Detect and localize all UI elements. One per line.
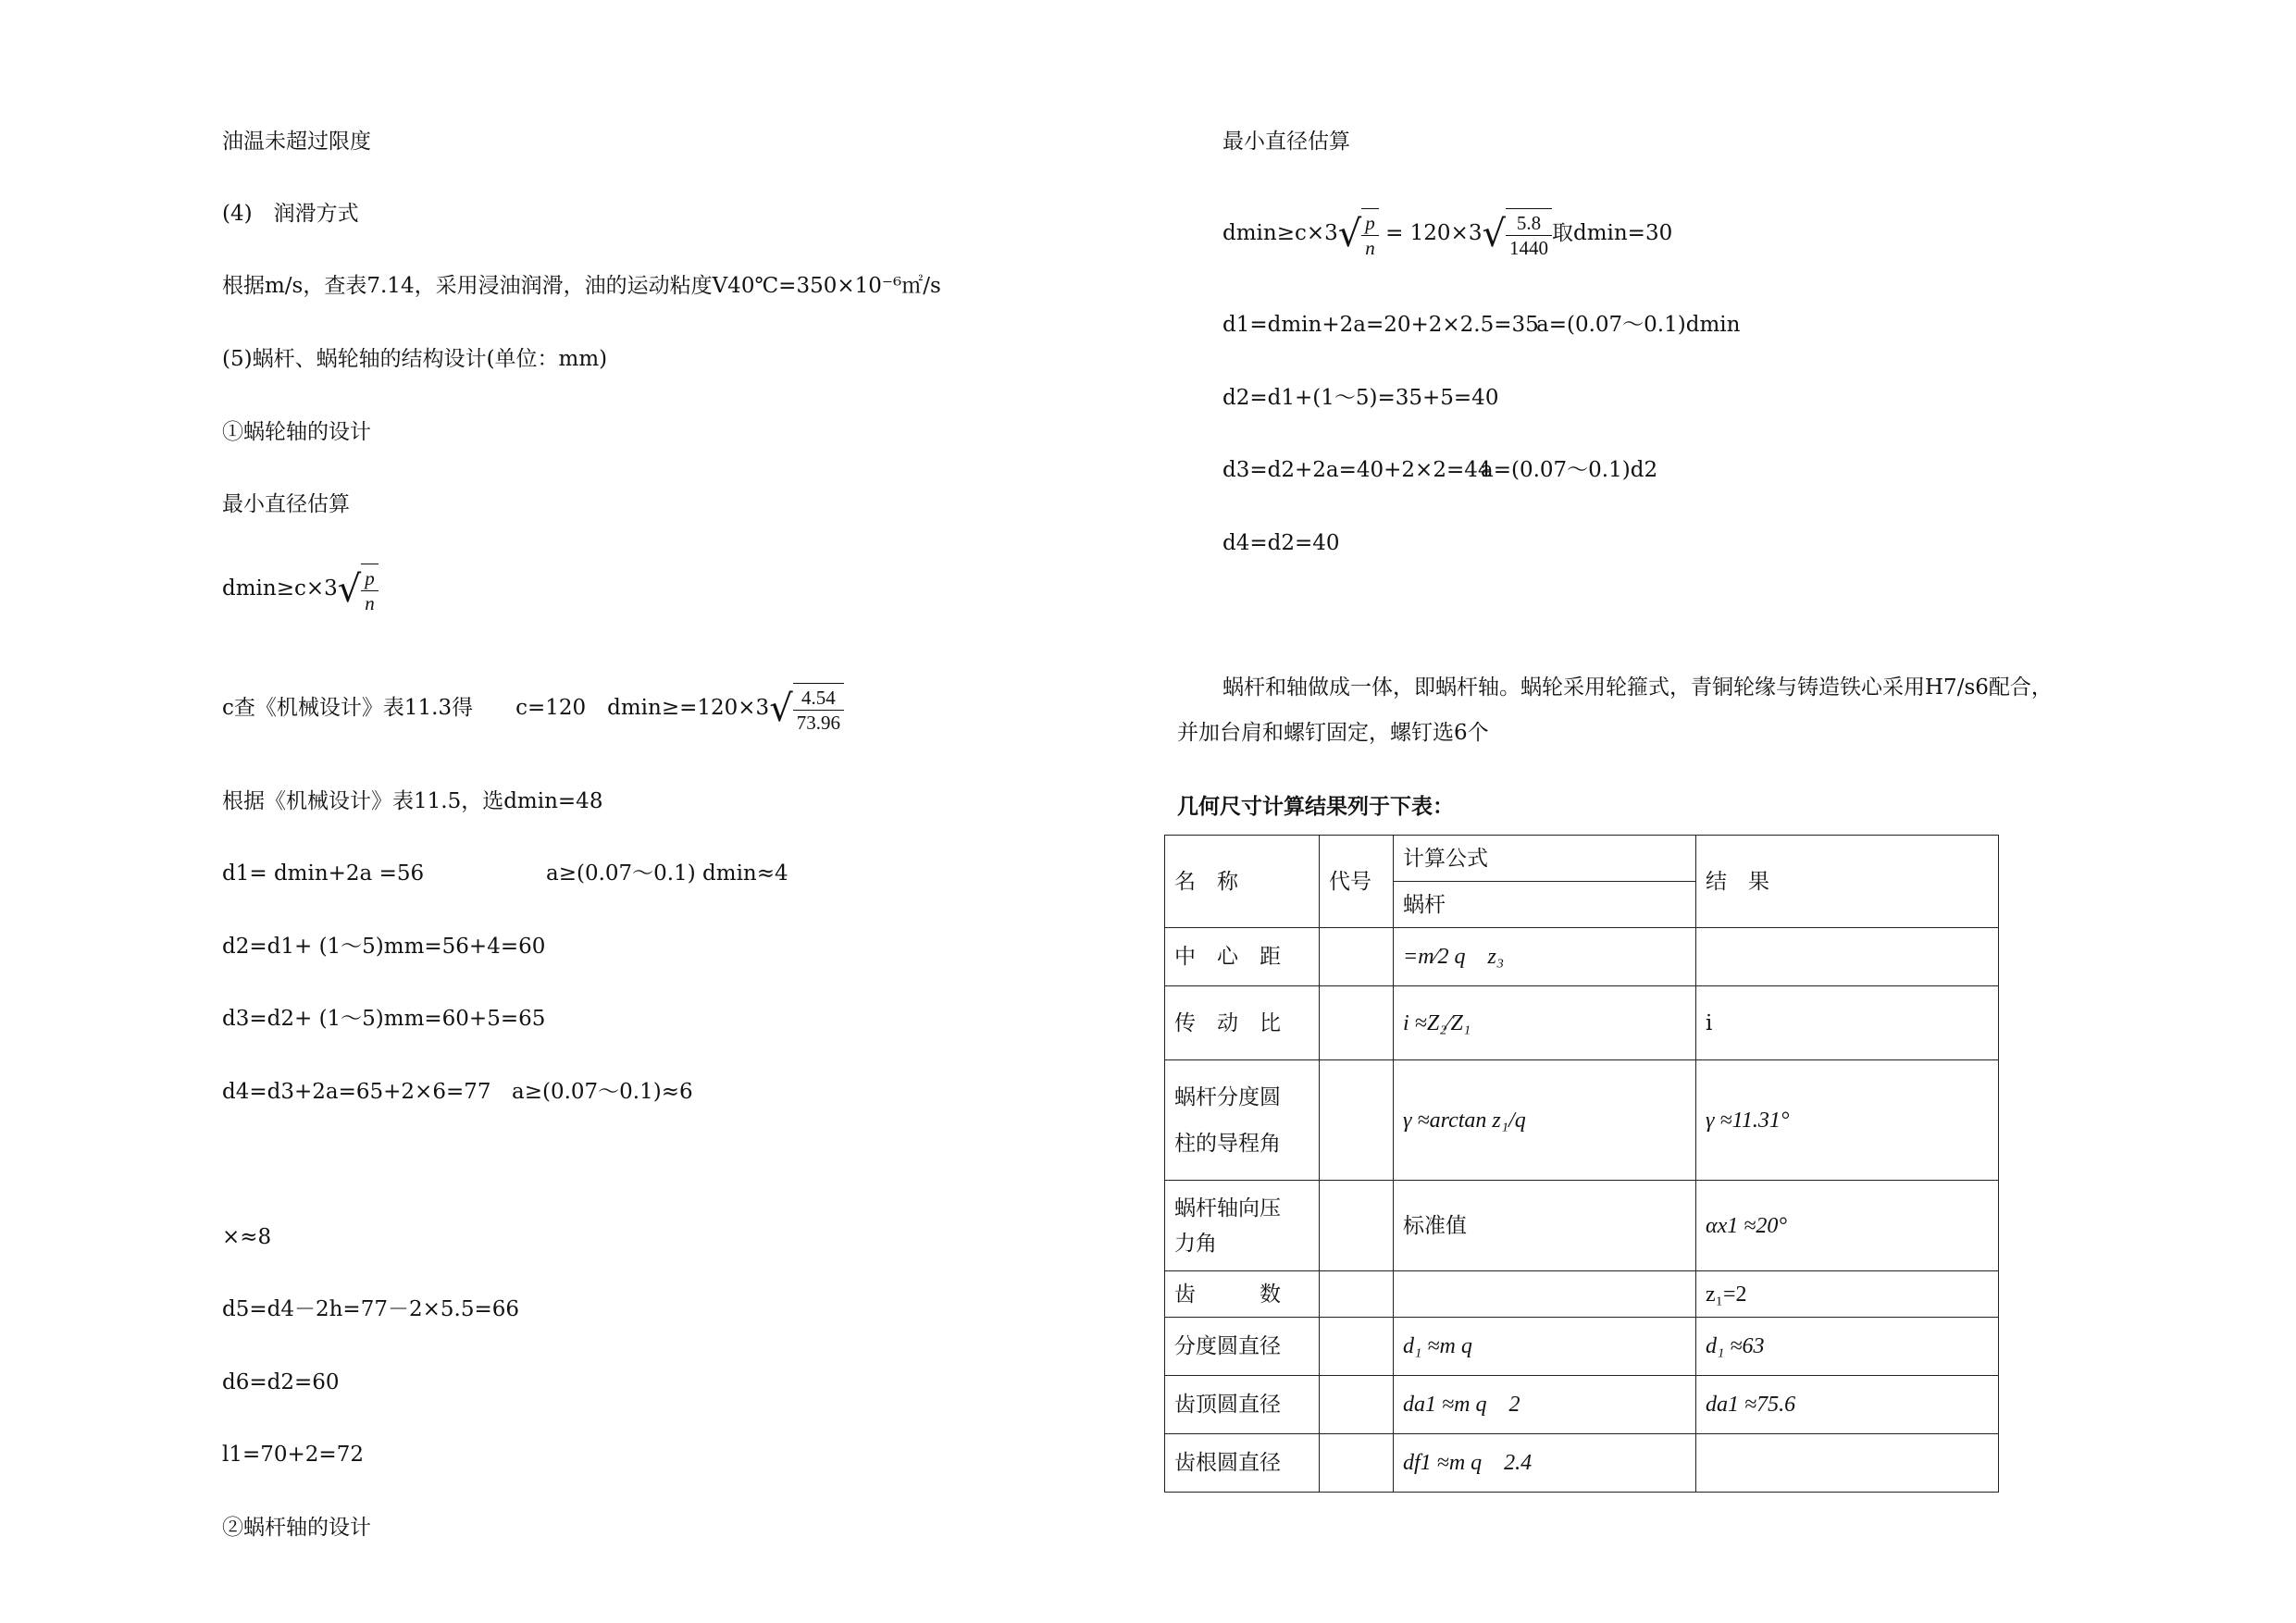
frac-num: p — [1361, 211, 1379, 236]
table-row-result: z₁=2 — [1696, 1271, 1999, 1318]
heading-worm-wheel-shaft: ①蜗轮轴的设计 — [222, 420, 371, 444]
table-row-formula: γ ≈arctan z₁/q — [1394, 1060, 1696, 1181]
paragraph-line-2: 并加台肩和螺钉固定，螺钉选6个 — [1177, 721, 1489, 745]
table-row-formula: da1 ≈m q 2 — [1394, 1376, 1696, 1434]
formula-suffix: 取dmin=30 — [1551, 221, 1673, 245]
table-row-code — [1320, 928, 1394, 986]
table-row-code — [1320, 1181, 1394, 1271]
table-row-name: 传 动 比 — [1165, 986, 1320, 1060]
table-row-code — [1320, 1376, 1394, 1434]
table-row-result — [1696, 1434, 1999, 1493]
frac-num: 4.54 — [793, 686, 844, 711]
formula-d4: d4=d3+2a=65+2×6=77 — [222, 1080, 491, 1104]
table-row-result: γ ≈11.31° — [1696, 1060, 1999, 1181]
table-row-code — [1320, 1271, 1394, 1318]
frac-num: p — [361, 566, 379, 591]
table-row-formula: 标准值 — [1394, 1181, 1696, 1271]
formula-l1: l1=70+2=72 — [222, 1443, 364, 1467]
formula-prefix: dmin≥c×3 — [1222, 221, 1338, 245]
table-row-code — [1320, 1318, 1394, 1376]
formula-d4-a: a≥(0.07～0.1)≈6 — [512, 1080, 693, 1104]
table-row-formula: d₁ ≈m q — [1394, 1318, 1696, 1376]
table-row-result: da1 ≈75.6 — [1696, 1376, 1999, 1434]
geometry-table — [1164, 835, 1999, 1493]
formula-d1: d1= dmin+2a =56 — [222, 861, 425, 886]
name-line-2: 柱的导程角 — [1174, 1131, 1281, 1156]
formula-d1-right: d1=dmin+2a=20+2×2.5=35 — [1222, 313, 1539, 337]
table-row-code — [1320, 1434, 1394, 1493]
header-code: 代号 — [1320, 836, 1394, 928]
heading-lubrication: (4) 润滑方式 — [222, 202, 359, 226]
header-result: 结 果 — [1696, 836, 1999, 928]
table-row-result — [1696, 928, 1999, 986]
table-row-name — [1165, 1181, 1320, 1271]
frac-den: n — [1365, 237, 1375, 260]
header-worm: 蜗杆 — [1394, 882, 1696, 928]
frac-den: 1440 — [1508, 237, 1548, 260]
table-row-name: 分度圆直径 — [1165, 1318, 1320, 1376]
name-line-1: 蜗杆分度圆 — [1174, 1084, 1281, 1109]
frac-num: 5.8 — [1506, 211, 1552, 236]
name-line-1: 蜗杆轴向压 — [1174, 1196, 1281, 1220]
formula-d1-right-a: a=(0.07～0.1)dmin — [1536, 313, 1741, 337]
frac-den: 73.96 — [796, 712, 840, 735]
table-row-formula — [1394, 1271, 1696, 1318]
formula-mid: = 120×3 — [1378, 221, 1483, 245]
formula-d2: d2=d1+ (1～5)mm=56+4=60 — [222, 935, 546, 959]
frac-den: n — [365, 592, 375, 615]
formula-dmin — [222, 563, 379, 616]
formula-d5: d5=d4－2h=77－2×5.5=66 — [222, 1297, 519, 1321]
table-row-name: 中 心 距 — [1165, 928, 1320, 986]
heading-worm-shaft: ②蜗杆轴的设计 — [222, 1516, 371, 1540]
table-row-result: d₁ ≈63 — [1696, 1318, 1999, 1376]
table-row-formula: df1 ≈m q 2.4 — [1394, 1434, 1696, 1493]
heading-min-diameter: 最小直径估算 — [222, 492, 350, 516]
formula-d1-a: a≥(0.07～0.1) dmin≈4 — [546, 861, 788, 886]
formula-d3-right: d3=d2+2a=40+2×2=44 — [1222, 458, 1492, 482]
formula-dmin-prefix: dmin≥c×3 — [222, 576, 338, 601]
table-row-formula: i ≈Z₂⁄Z₁ — [1394, 986, 1696, 1060]
table-row-name: 齿 数 — [1165, 1271, 1320, 1318]
formula-d3: d3=d2+ (1～5)mm=60+5=65 — [222, 1007, 546, 1031]
cube-root: √ $\frac{4.54}{73.96}$ — [769, 682, 844, 736]
table-row-name: 齿根圆直径 — [1165, 1434, 1320, 1493]
table-row-name: 齿顶圆直径 — [1165, 1376, 1320, 1434]
table-row-result: i — [1696, 986, 1999, 1060]
table-row-code — [1320, 1060, 1394, 1181]
formula-d6: d6=d2=60 — [222, 1370, 340, 1394]
formula-dmin-right — [1222, 207, 1672, 261]
text-lubrication: 根据m/s，查表7.14，采用浸油润滑，油的运动粘度V40℃=350×10⁻⁶㎡/s — [222, 274, 941, 298]
table-title: 几何尺寸计算结果列于下表： — [1177, 794, 1454, 819]
table-row-code — [1320, 986, 1394, 1060]
heading-structure-design: (5)蜗杆、蜗轮轴的结构设计(单位：mm) — [222, 347, 608, 371]
header-name: 名 称 — [1165, 836, 1320, 928]
formula-d4-right: d4=d2=40 — [1222, 531, 1340, 555]
header-formula: 计算公式 — [1394, 836, 1696, 882]
formula-d3-right-a: a=(0.07～0.1)d2 — [1481, 458, 1658, 482]
formula-c-lookup — [222, 682, 844, 736]
paragraph-line-1: 蜗杆和轴做成一体，即蜗杆轴。蜗轮采用轮箍式，青铜轮缘与铸造铁心采用H7/s6配合， — [1222, 675, 2053, 700]
table-row-result: αx1 ≈20° — [1696, 1181, 1999, 1271]
name-line-2: 力角 — [1174, 1231, 1217, 1256]
formula-approx: ×≈8 — [222, 1225, 272, 1249]
formula-d2-right: d2=d1+(1～5)=35+5=40 — [1222, 386, 1499, 410]
heading-min-diameter-right: 最小直径估算 — [1222, 130, 1350, 154]
table-row-formula: =m⁄2 q z₃ — [1394, 928, 1696, 986]
formula-c-prefix: c查《机械设计》表11.3得 c=120 dmin≥=120×3 — [222, 696, 770, 720]
cube-root: √ $\frac{5.8}{1440}$ — [1482, 207, 1552, 261]
text-select-dmin: 根据《机械设计》表11.5，选dmin=48 — [222, 789, 603, 813]
table-row-name — [1165, 1060, 1320, 1181]
cube-root: √ $\frac{p}{n}$ — [338, 563, 379, 616]
cube-root: √ $\frac{p}{n}$ — [1338, 207, 1379, 261]
text-oil-temp: 油温未超过限度 — [222, 130, 371, 154]
